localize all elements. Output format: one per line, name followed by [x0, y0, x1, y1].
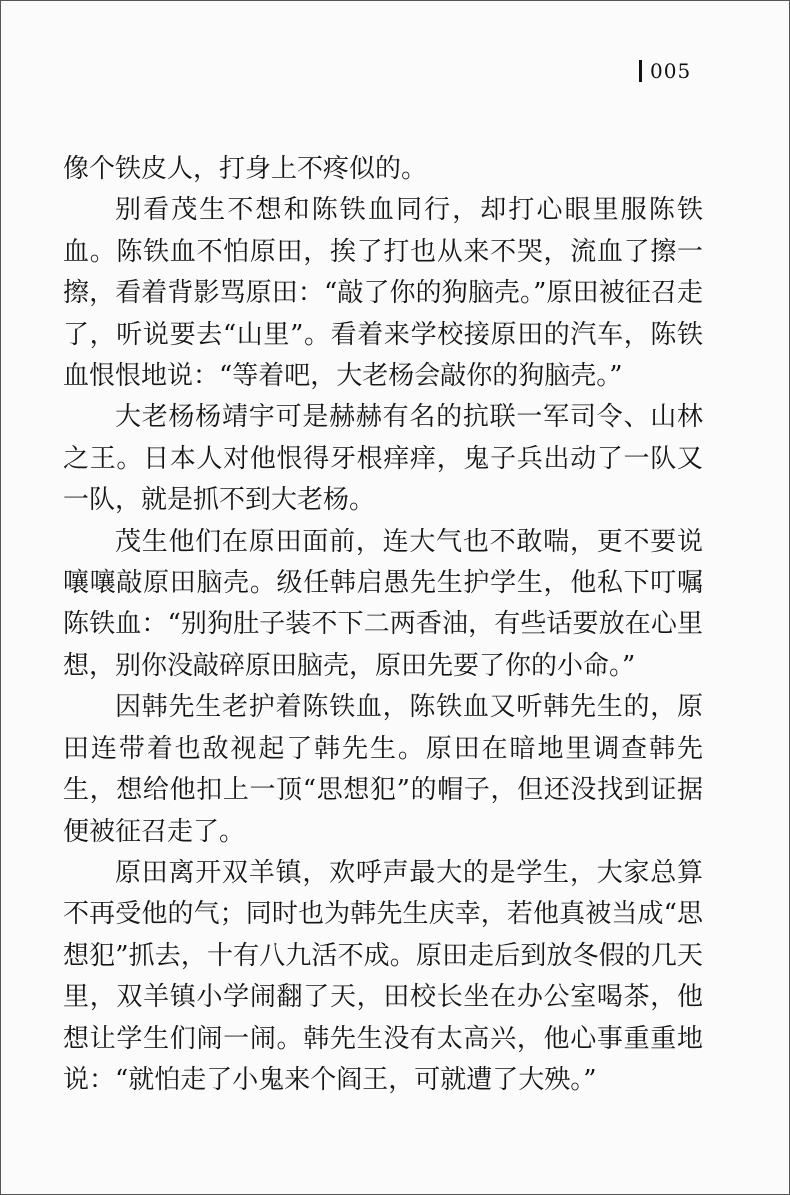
paragraph: 原田离开双羊镇，欢呼声最大的是学生，大家总算不再受他的气；同时也为韩先生庆幸，若他真被当成“思想犯”抓去，十有八九活不成。原田走后到放冬假的几天里，双羊镇小学闹翻了天，田校长坐在办公室喝茶，他想让学生们闹一闹。韩先生没有太高兴，他心事重重地说：“就怕走了小鬼来个阎王，可就遭了大殃。” [63, 857, 703, 1095]
page-body-text [63, 149, 703, 1101]
page-number-divider [639, 60, 642, 82]
paragraph: 茂生他们在原田面前，连大气也不敢喘，更不要说嚷嚷敲原田脑壳。级任韩启愚先生护学生，他私下叮嘱陈铁血：“别狗肚子装不下二两香油，有些话要放在心里想，别你没敲碎原田脑壳，原田先要了你的小命。” [63, 526, 703, 681]
paragraph-continuation: 像个铁皮人，打身上不疼似的。 [63, 154, 428, 184]
paragraph: 大老杨杨靖宇可是赫赫有名的抗联一军司令、山林之王。日本人对他恨得牙根痒痒，鬼子兵出动了一队又一队，就是抓不到大老杨。 [63, 402, 703, 516]
page-number-text: 005 [650, 59, 692, 83]
page-number [639, 59, 691, 83]
paragraph: 因韩先生老护着陈铁血，陈铁血又听韩先生的，原田连带着也敌视起了韩先生。原田在暗地里调查韩先生，想给他扣上一顶“思想犯”的帽子，但还没找到证据便被征召走了。 [63, 692, 703, 847]
paragraph: 别看茂生不想和陈铁血同行，却打心眼里服陈铁血。陈铁血不怕原田，挨了打也从来不哭，流血了擦一擦，看着背影骂原田：“敲了你的狗脑壳。”原田被征召走了，听说要去“山里”。看着来学校接原田的汽车，陈铁血恨恨地说：“等着吧，大老杨会敲你的狗脑壳。” [63, 195, 703, 392]
